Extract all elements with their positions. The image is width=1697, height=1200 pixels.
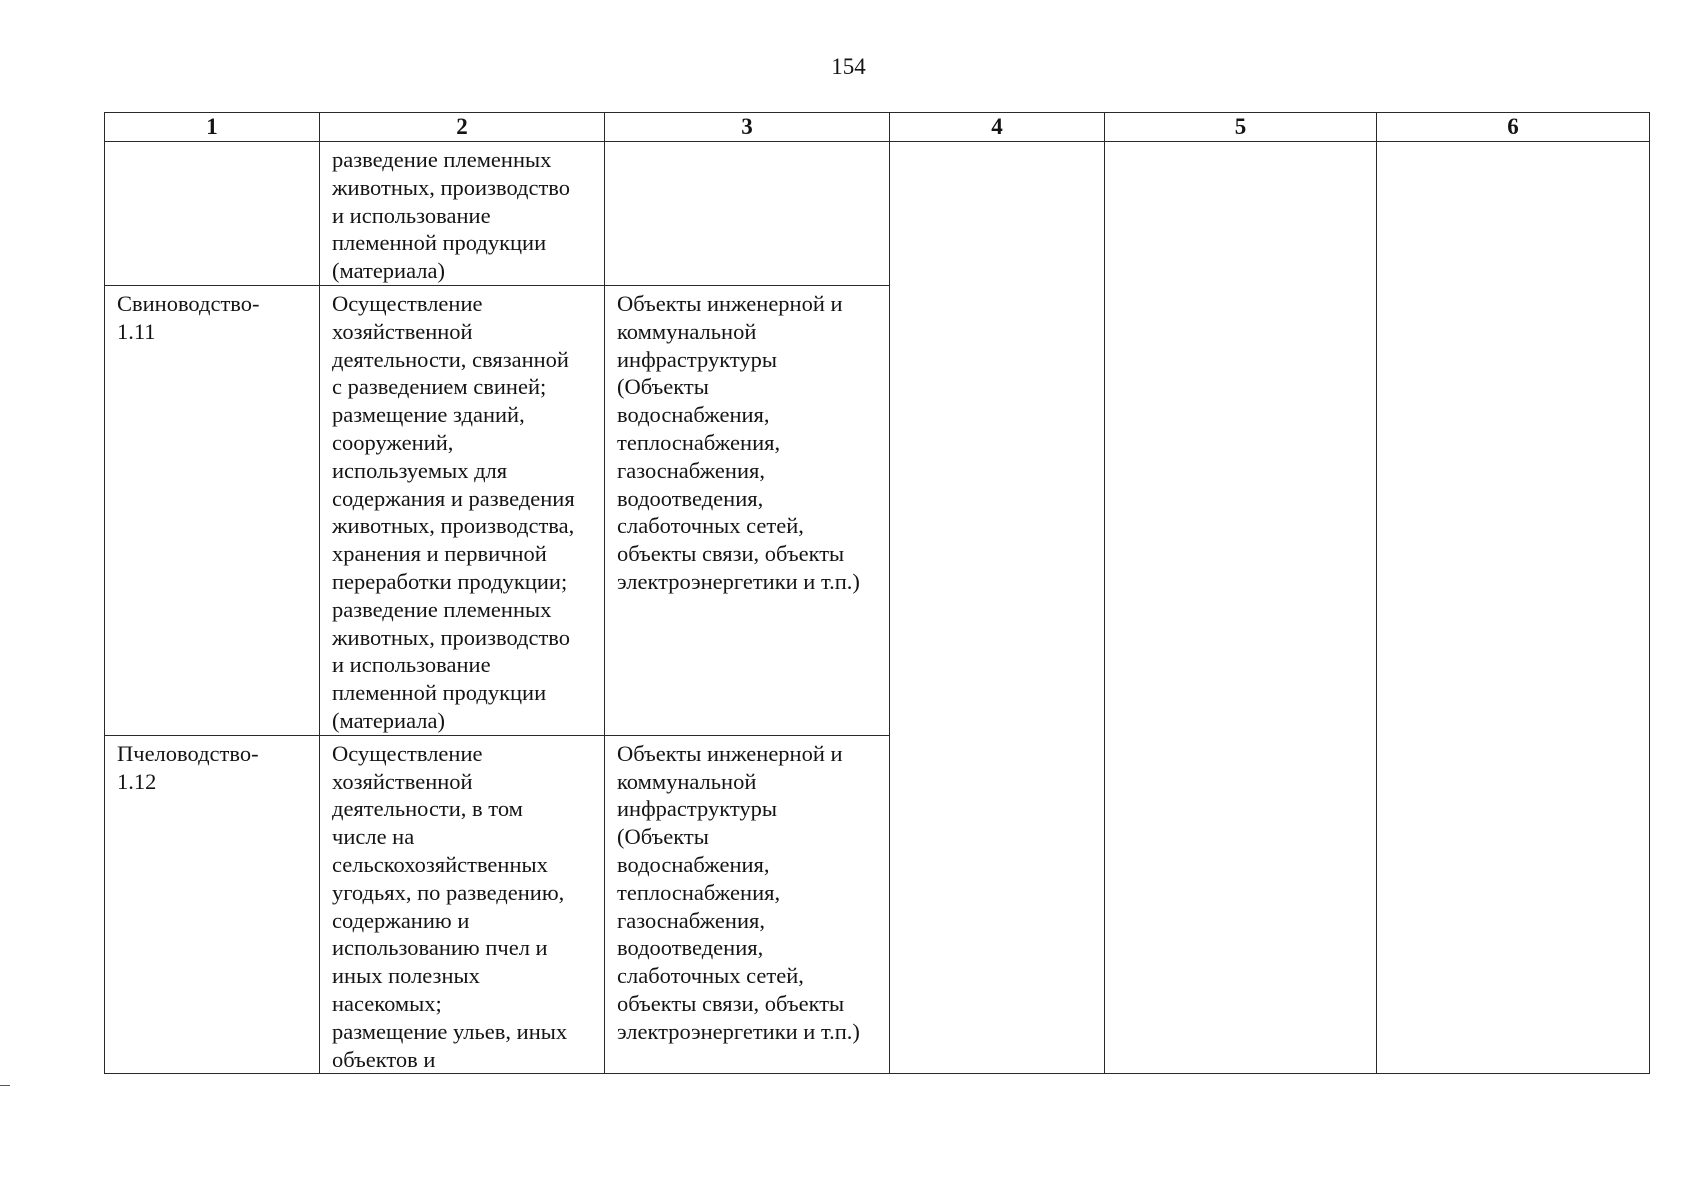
scan-artifact-mark: [0, 1085, 10, 1086]
column-header-3: 3: [605, 113, 890, 142]
row-cell-use-description: Осуществление хозяйственной деятельности, связанной с разведением свиней; размещение зданий, сооружений, используемых для содержания и разведения животных, производства, хранения и первичной переработки продукции; разведение племенных животных, производство и использование племенной продукции (материала): [320, 285, 605, 735]
row-cell-use-description: Осуществление хозяйственной деятельности, в том числе на сельскохозяйственных угодьях, по разведению, содержанию и использованию пчел и иных полезных насекомых; размещение ульев, иных объектов и: [320, 735, 605, 1074]
row-cell-empty-6: [1377, 142, 1650, 1074]
row-cell-use-name: Свиноводство- 1.11: [105, 285, 320, 735]
table-row: [105, 142, 1650, 286]
row-cell-use-name: Пчеловодство- 1.12: [105, 735, 320, 1074]
row-cell-use-description: разведение племенных животных, производство и использование племенной продукции (материала): [320, 142, 605, 286]
table-header-row: [105, 113, 1650, 142]
column-header-1: 1: [105, 113, 320, 142]
row-cell-empty-5: [1105, 142, 1377, 1074]
column-header-4: 4: [890, 113, 1105, 142]
column-header-6: 6: [1377, 113, 1650, 142]
zoning-table: [104, 112, 1650, 1074]
row-cell-auxiliary-use: Объекты инженерной и коммунальной инфраструктуры (Объекты водоснабжения, теплоснабжения, газоснабжения, водоотведения, слаботочных сетей, объекты связи, объекты электроэнергетики и т.п.): [605, 735, 890, 1074]
row-cell-use-name: [105, 142, 320, 286]
row-cell-auxiliary-use: Объекты инженерной и коммунальной инфраструктуры (Объекты водоснабжения, теплоснабжения, газоснабжения, водоотведения, слаботочных сетей, объекты связи, объекты электроэнергетики и т.п.): [605, 285, 890, 735]
column-header-5: 5: [1105, 113, 1377, 142]
page-number: 154: [831, 54, 866, 79]
column-header-2: 2: [320, 113, 605, 142]
row-cell-auxiliary-use: [605, 142, 890, 286]
row-cell-empty-4: [890, 142, 1105, 1074]
